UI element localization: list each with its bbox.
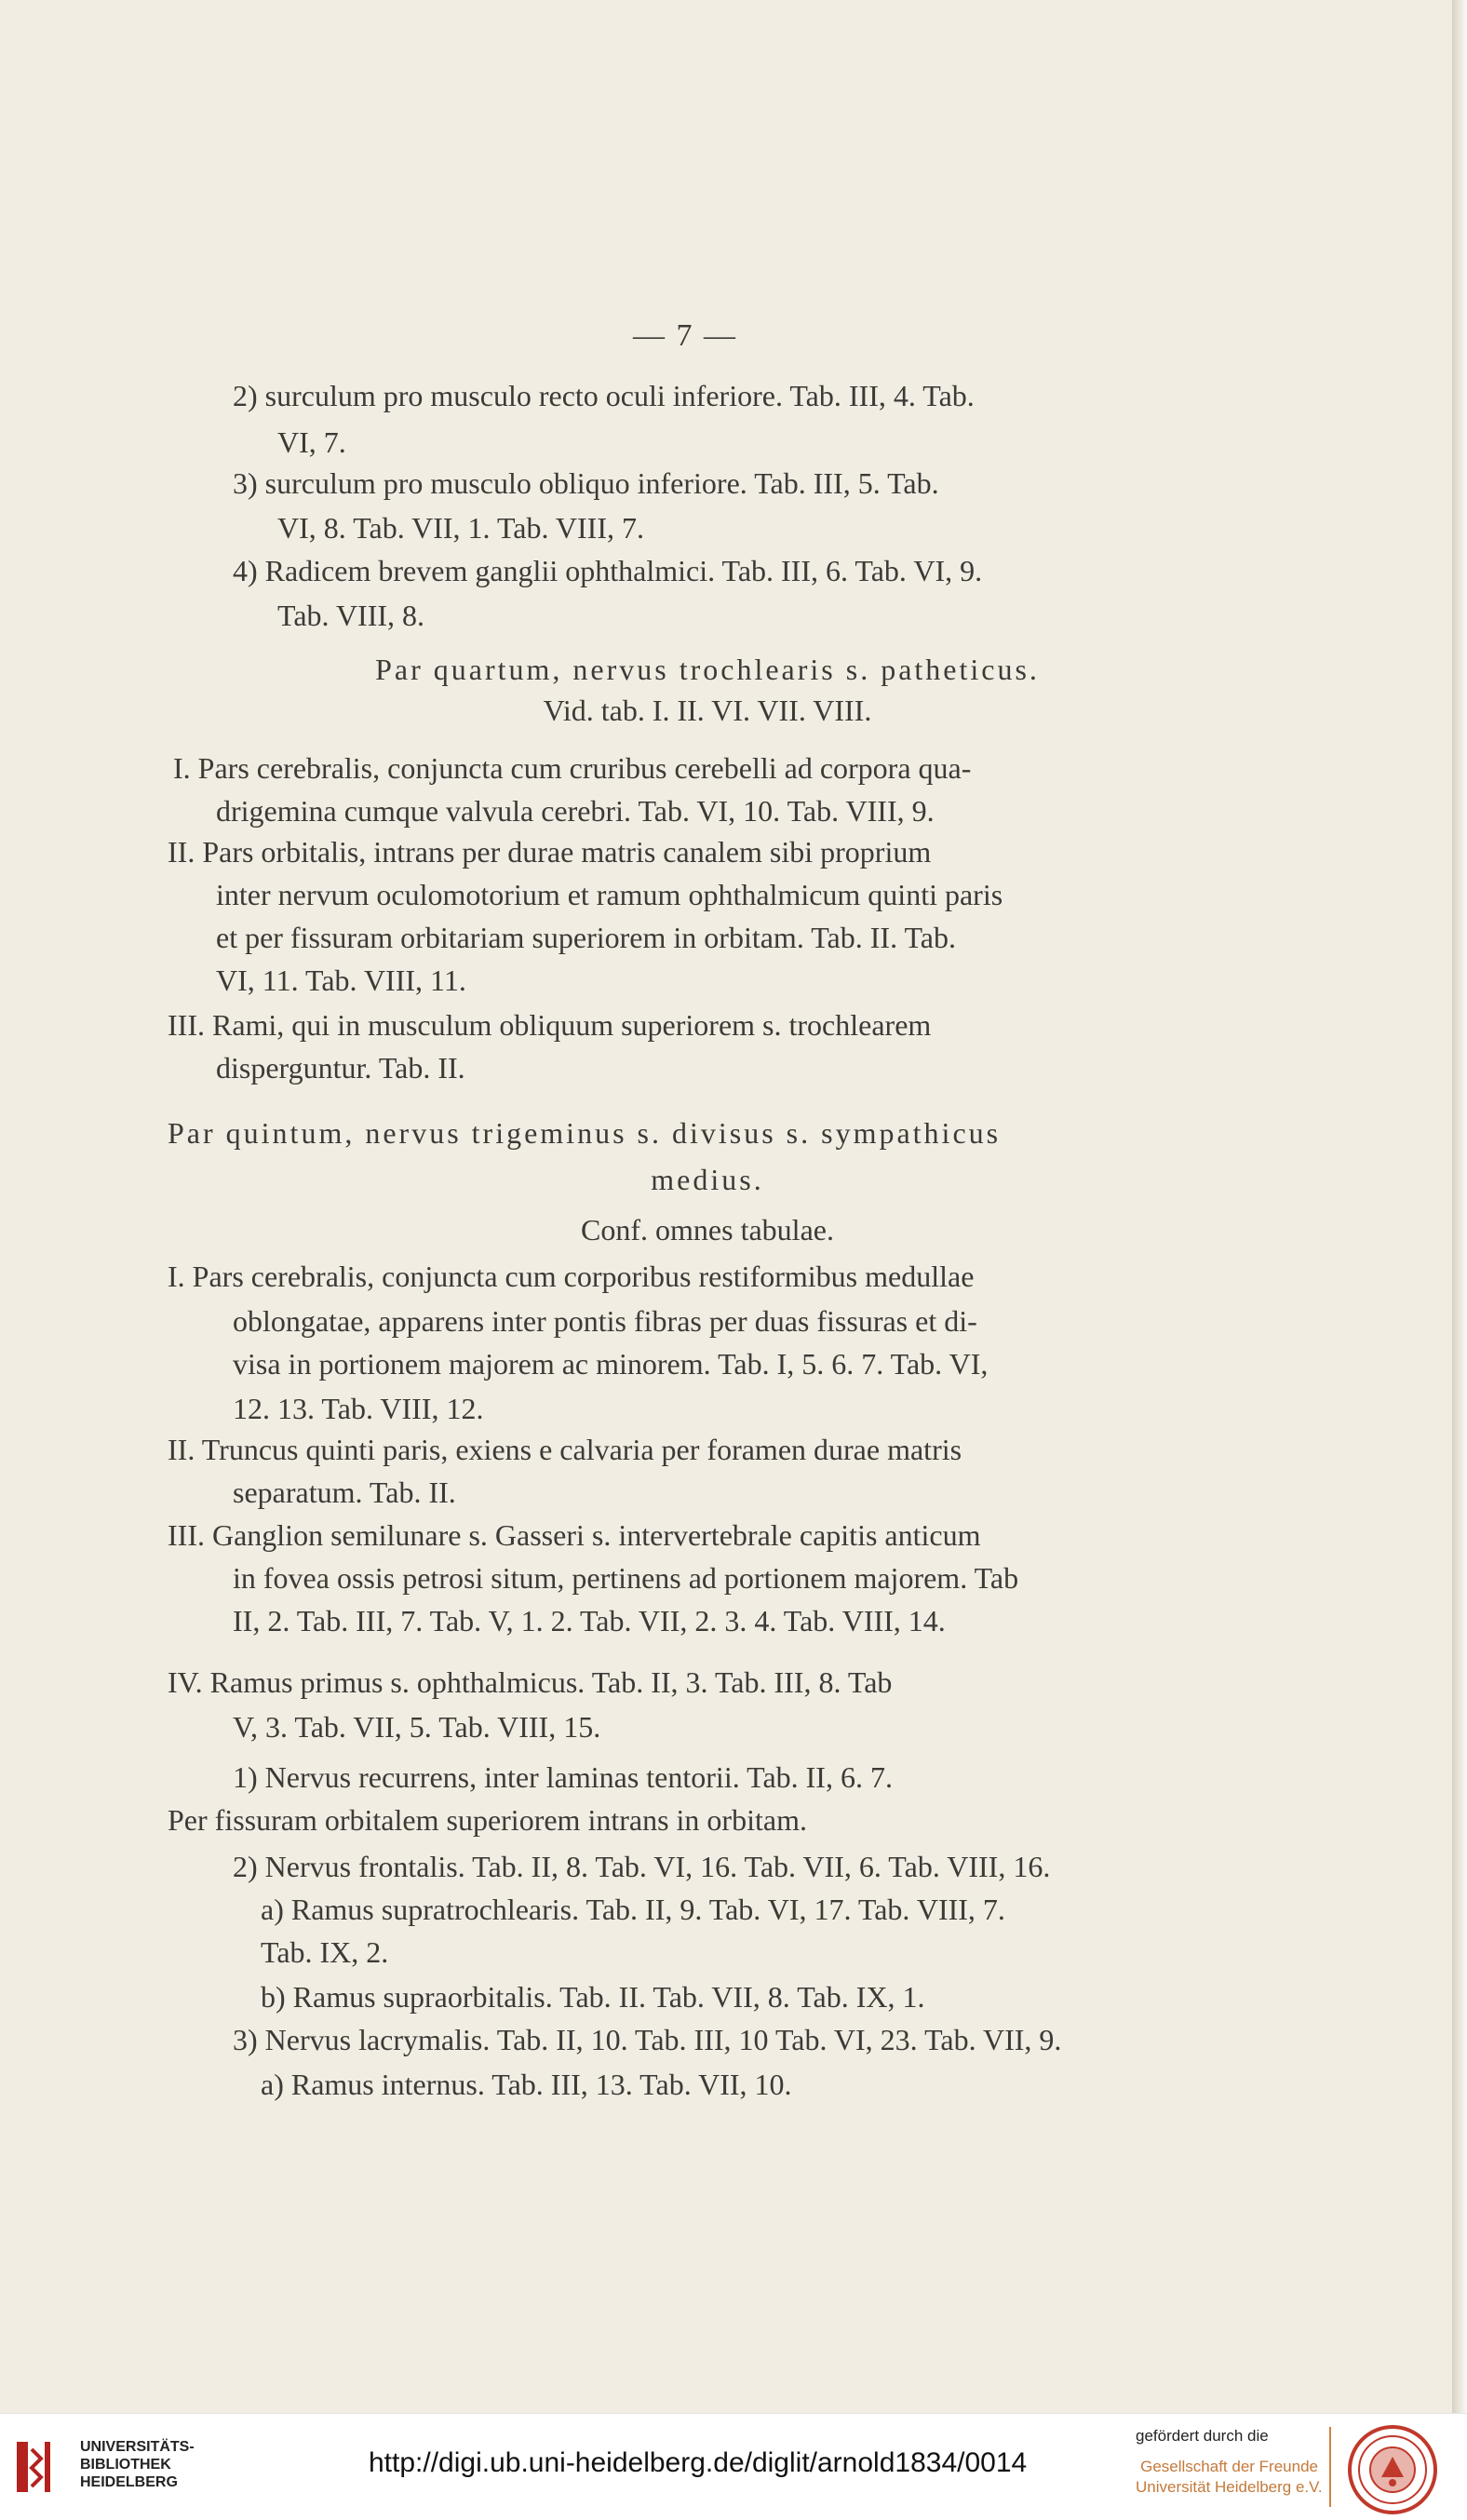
- footer-divider: [1329, 2427, 1331, 2507]
- text-line: IV. Ramus primus s. ophthalmicus. Tab. II, 3. Tab. III, 8. Tab: [168, 1665, 893, 1699]
- sponsor-name-line: Universität Heidelberg e.V.: [1136, 2478, 1323, 2496]
- text-line: 12. 13. Tab. VIII, 12.: [233, 1392, 484, 1425]
- sponsor-name-line: Gesellschaft der Freunde: [1140, 2458, 1318, 2475]
- text-line: inter nervum oculomotorium et ramum ophthalmicum quinti paris: [216, 878, 1003, 911]
- text-line: 4) Radicem brevem ganglii ophthalmici. Tab. III, 6. Tab. VI, 9.: [233, 554, 983, 587]
- text-line: Tab. VIII, 8.: [277, 599, 425, 632]
- text-line: 2) Nervus frontalis. Tab. II, 8. Tab. VI, 16. Tab. VII, 6. Tab. VIII, 16.: [233, 1850, 1051, 1883]
- section-heading-continued: medius.: [651, 1163, 764, 1196]
- text-line: VI, 7.: [277, 425, 346, 459]
- text-line: visa in portionem majorem ac minorem. Tab. I, 5. 6. 7. Tab. VI,: [233, 1347, 989, 1381]
- section-heading: Par quartum, nervus trochlearis s. patheticus.: [375, 653, 1040, 686]
- library-name-line: HEIDELBERG: [80, 2474, 178, 2490]
- library-logo-icon: [13, 2436, 54, 2496]
- permalink-url[interactable]: http://digi.ub.uni-heidelberg.de/diglit/arnold1834/0014: [369, 2447, 1028, 2478]
- text-line: III. Ganglion semilunare s. Gasseri s. intervertebrale capitis anticum: [168, 1518, 981, 1552]
- text-line: a) Ramus internus. Tab. III, 13. Tab. VII, 10.: [261, 2068, 792, 2101]
- funded-by-label: gefördert durch die: [1136, 2427, 1269, 2445]
- text-line: drigemina cumque valvula cerebri. Tab. VI, 10. Tab. VIII, 9.: [216, 794, 935, 828]
- page-number: — 7 —: [633, 318, 737, 353]
- section-subheading: Conf. omnes tabulae.: [581, 1213, 834, 1247]
- section-subheading: Vid. tab. I. II. VI. VII. VIII.: [543, 694, 872, 727]
- text-line: in fovea ossis petrosi situm, pertinens ad portionem majorem. Tab: [233, 1561, 1019, 1595]
- library-name-line: UNIVERSITÄTS-: [80, 2439, 195, 2455]
- library-name-line: BIBLIOTHEK: [80, 2457, 171, 2473]
- page-edge: [1452, 0, 1467, 2413]
- text-line: oblongatae, apparens inter pontis fibras per duas fissuras et di-: [233, 1304, 977, 1338]
- text-line: VI, 8. Tab. VII, 1. Tab. VIII, 7.: [277, 511, 644, 545]
- text-line: a) Ramus supratrochlearis. Tab. II, 9. Tab. VI, 17. Tab. VIII, 7.: [261, 1893, 1005, 1926]
- text-line: b) Ramus supraorbitalis. Tab. II. Tab. VII, 8. Tab. IX, 1.: [261, 1980, 925, 2014]
- text-line: disperguntur. Tab. II.: [216, 1051, 465, 1085]
- text-line: VI, 11. Tab. VIII, 11.: [216, 964, 466, 997]
- text-line: Tab. IX, 2.: [261, 1935, 389, 1969]
- text-line: 3) surculum pro musculo obliquo inferiore. Tab. III, 5. Tab.: [233, 466, 939, 500]
- text-line: I. Pars cerebralis, conjuncta cum cruribus cerebelli ad corpora qua-: [173, 751, 972, 785]
- footer-bar: [0, 2413, 1467, 2520]
- text-line: V, 3. Tab. VII, 5. Tab. VIII, 15.: [233, 1710, 601, 1744]
- section-heading: Par quintum, nervus trigeminus s. divisus s. sympathicus: [168, 1116, 1002, 1150]
- text-line: Per fissuram orbitalem superiorem intrans in orbitam.: [168, 1803, 807, 1837]
- university-seal-icon: [1346, 2423, 1439, 2516]
- text-line: III. Rami, qui in musculum obliquum superiorem s. trochlearem: [168, 1008, 932, 1042]
- text-line: II. Truncus quinti paris, exiens e calvaria per foramen durae matris: [168, 1433, 962, 1466]
- text-line: 3) Nervus lacrymalis. Tab. II, 10. Tab. III, 10 Tab. VI, 23. Tab. VII, 9.: [233, 2023, 1062, 2056]
- text-line: II, 2. Tab. III, 7. Tab. V, 1. 2. Tab. VII, 2. 3. 4. Tab. VIII, 14.: [233, 1604, 946, 1637]
- text-line: 1) Nervus recurrens, inter laminas tentorii. Tab. II, 6. 7.: [233, 1760, 893, 1794]
- text-line: et per fissuram orbitariam superiorem in orbitam. Tab. II. Tab.: [216, 921, 956, 954]
- text-line: 2) surculum pro musculo recto oculi inferiore. Tab. III, 4. Tab.: [233, 379, 975, 412]
- library-name: [80, 2438, 195, 2491]
- text-line: II. Pars orbitalis, intrans per durae matris canalem sibi proprium: [168, 835, 932, 869]
- text-line: I. Pars cerebralis, conjuncta cum corporibus restiformibus medullae: [168, 1260, 975, 1293]
- text-line: separatum. Tab. II.: [233, 1476, 456, 1509]
- sponsor-name: [1136, 2457, 1323, 2498]
